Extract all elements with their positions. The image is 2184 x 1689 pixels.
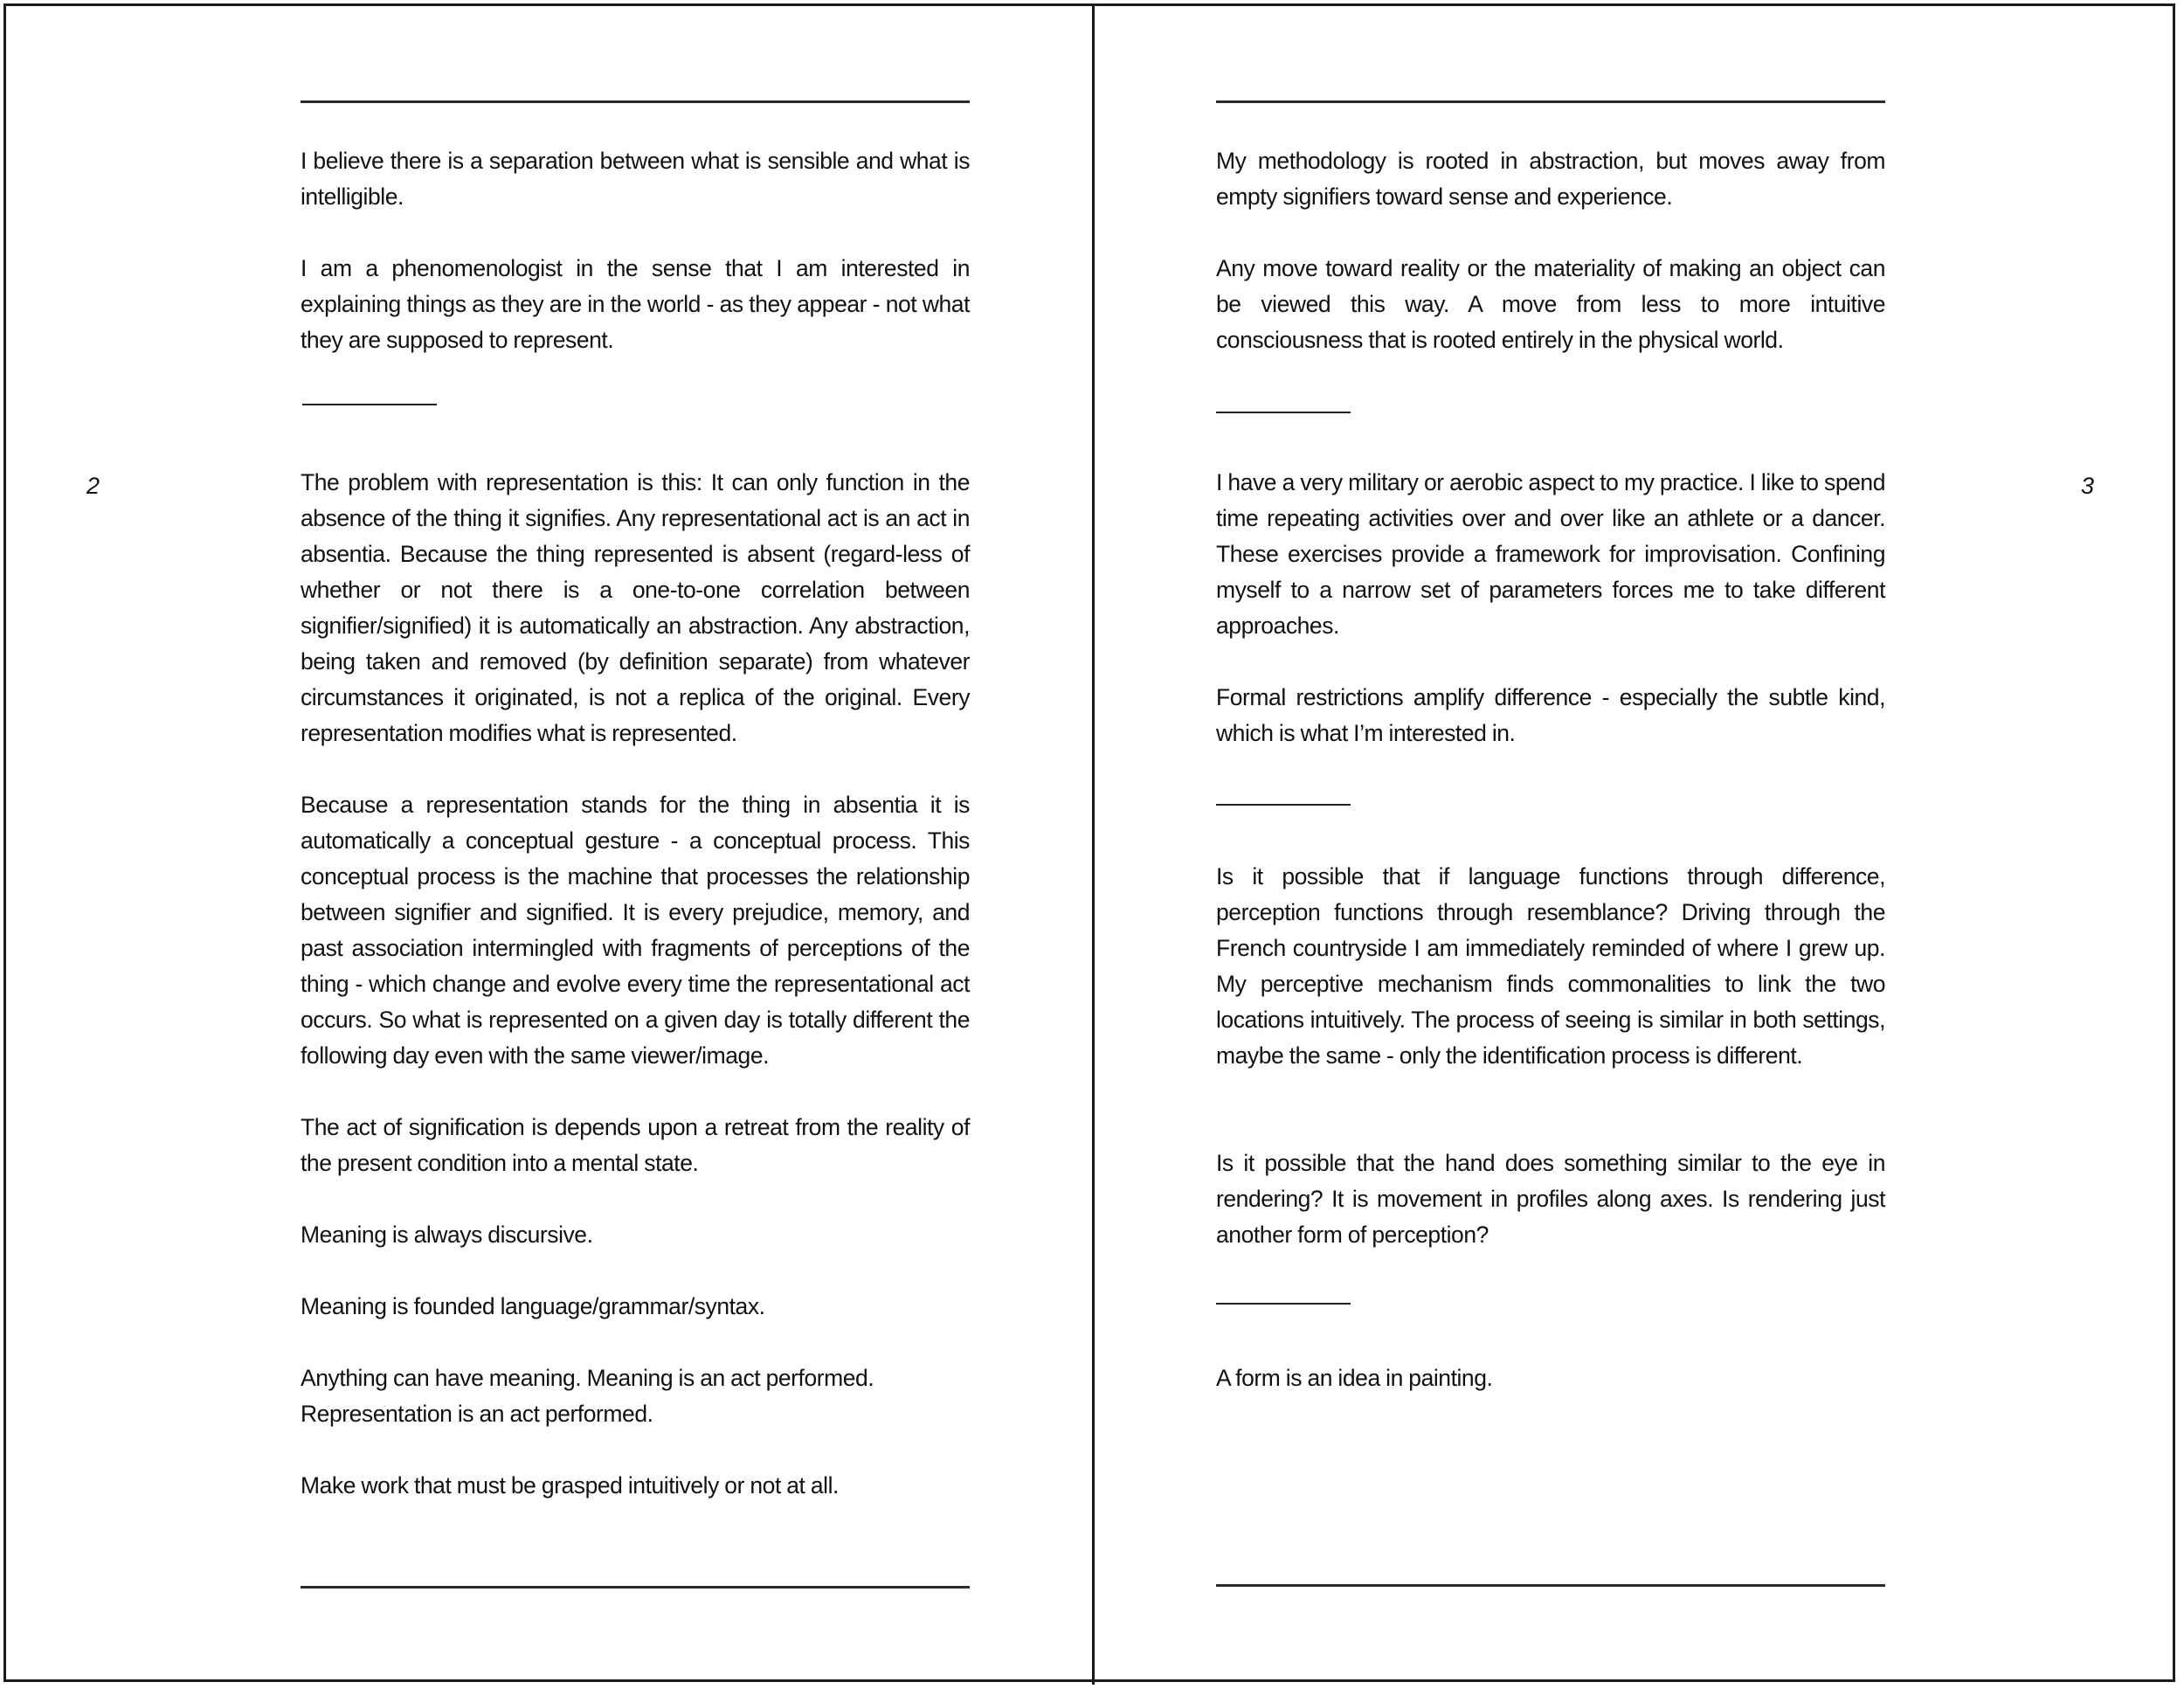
top-rule-right xyxy=(1216,100,1885,103)
page-number-left: 2 xyxy=(86,473,100,499)
paragraph: Is it possible that the hand does something similar to the eye in rendering? It is movement in profiles along axes. Is rendering just another form of perception? xyxy=(1216,1150,1885,1248)
paragraph: Anything can have meaning. Meaning is an act performed. Representation is an act performed. xyxy=(301,1365,874,1427)
paragraph: Meaning is founded language/grammar/syntax. xyxy=(301,1293,765,1319)
section-separator xyxy=(1216,1303,1351,1305)
paragraph: Meaning is always discursive. xyxy=(301,1222,593,1248)
paragraph: Any move toward reality or the materiality of making an object can be viewed this way. A move from less to more intuitive consciousness that is rooted entirely in the physical world. xyxy=(1216,255,1885,353)
paragraph: Make work that must be grasped intuitively or not at all. xyxy=(301,1472,839,1499)
bottom-rule-right xyxy=(1216,1584,1885,1587)
paragraph: A form is an idea in painting. xyxy=(1216,1365,1493,1391)
paragraph: The act of signification is depends upon a retreat from the reality of the present condition into a mental state. xyxy=(301,1114,970,1176)
paragraph: Because a representation stands for the thing in absentia it is automatically a conceptual gesture - a conceptual process. This conceptual process is the machine that processes the relationship between signifier and signified. It is every prejudice, memory, and past association intermingled with fragments of perceptions of the thing - which change and evolve every time the representational act occurs. So what is represented on a given day is totally different the following day even with the same viewer/image. xyxy=(301,792,970,1069)
paragraph: I am a phenomenologist in the sense that I am interested in explaining things as they are in the world - as they appear - not what they are supposed to represent. xyxy=(301,255,970,353)
section-separator xyxy=(1216,412,1351,413)
paragraph: Is it possible that if language functions through difference, perception functions through resemblance? Driving through the French countryside I am immediately reminded of where I grew up. My perceptive mechanism finds commonalities to link the two locations intuitively. The process of seeing is similar in both settings, maybe the same - only the identification process is different. xyxy=(1216,863,1885,1069)
paragraph: Formal restrictions amplify difference - especially the subtle kind, which is what I’m interested in. xyxy=(1216,684,1885,746)
paragraph: I have a very military or aerobic aspect to my practice. I like to spend time repeating activities over and over like an athlete or a dancer. These exercises provide a framework for improvisation. Confining myself to a narrow set of parameters forces me to take different approaches. xyxy=(1216,469,1885,639)
paragraph: My methodology is rooted in abstraction, but moves away from empty signifiers toward sense and experience. xyxy=(1216,148,1885,210)
section-separator xyxy=(302,404,437,405)
bottom-rule-left xyxy=(301,1586,970,1589)
paragraph: The problem with representation is this: It can only function in the absence of the thing it signifies. Any representational act is an act in absentia. Because the thing represented is absent (regard-less of whether or not there is a one-to-one correlation between signifier/signified) it is automatically an abstraction. Any abstraction, being taken and removed (by definition separate) from whatever circumstances it originated, is not a replica of the original. Every representation modifies what is represented. xyxy=(301,469,970,746)
gutter-divider xyxy=(1092,3,1095,1685)
paragraph: I believe there is a separation between what is sensible and what is intelligible. xyxy=(301,148,970,210)
top-rule-left xyxy=(301,100,970,103)
section-separator xyxy=(1216,804,1351,806)
page-number-right: 3 xyxy=(2081,473,2095,499)
